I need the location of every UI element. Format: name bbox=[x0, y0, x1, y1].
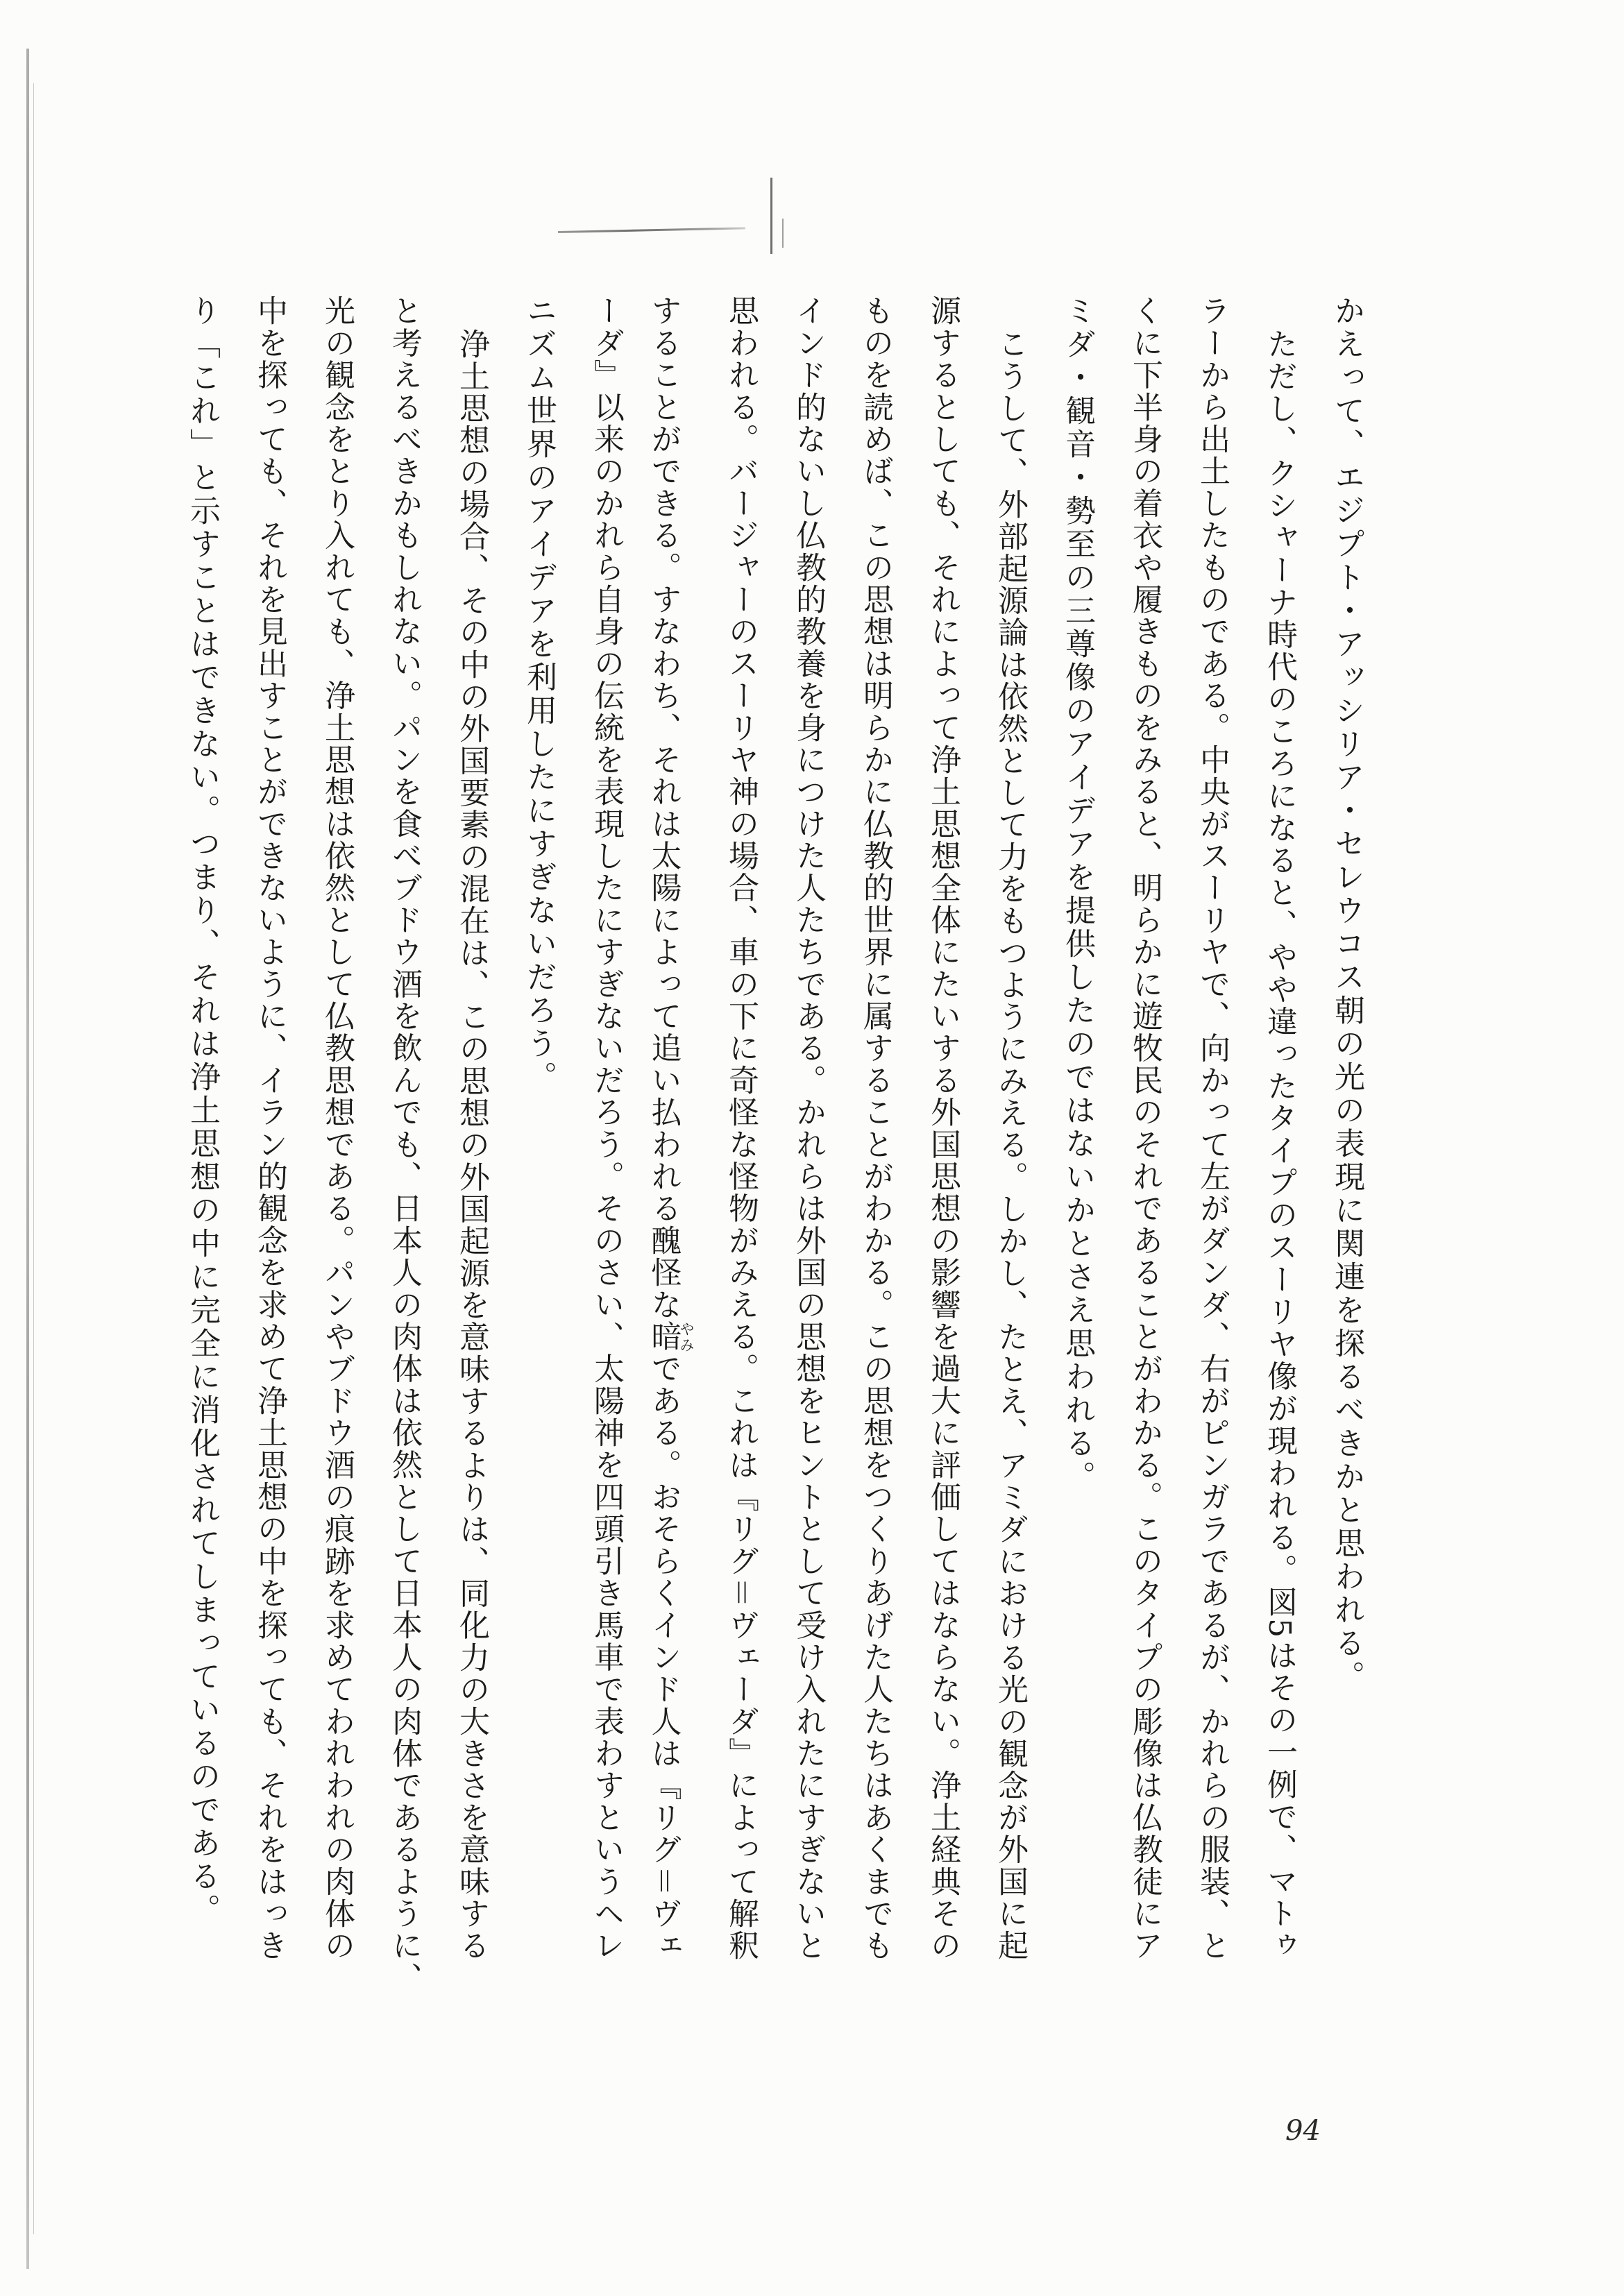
crop-mark bbox=[558, 227, 745, 233]
text-line: 光の観念をとり入れても、浄土思想は依然として仏教思想である。パンやブドウ酒の痕跡を求めてわれわれの肉体の bbox=[319, 295, 355, 1962]
text-line: り「これ」と示すことはできない。つまり、それは浄土思想の中に完全に消化されてしまっているのである。 bbox=[185, 295, 220, 1927]
text-line: 中を探っても、それを見出すことができないように、イラン的観念を求めて浄土思想の中を探っても、それをはっき bbox=[252, 295, 287, 1962]
text-line: こうして、外部起源論は依然として力をもつようにみえる。しかし、たとえ、アミダにおける光の観念が外国に起 bbox=[992, 328, 1028, 1962]
text-line: インド的ないし仏教的教養を身につけた人たちである。かれらは外国の思想をヒントとして受け入れたにすぎないと bbox=[790, 295, 826, 1962]
page-number: 94 bbox=[1285, 2115, 1321, 2147]
text-line: ラーから出土したものである。中央がスーリヤで、向かって左がダンダ、右がピンガラであるが、かれらの服装、と bbox=[1194, 295, 1230, 1962]
text-line: ものを読めば、この思想は明らかに仏教的世界に属することがわかる。この思想をつくりあげた人たちはあくまでも bbox=[858, 295, 893, 1962]
text-line: ただし、クシャーナ時代のころになると、やや違ったタイプのスーリヤ像が現われる。図5はその一例で、マトゥ bbox=[1262, 328, 1297, 1962]
text-line: ミダ・観音・勢至の三尊像のアイデアを提供したのではないかとさえ思われる。 bbox=[1060, 295, 1095, 1494]
text-line: ーダ』以来のかれら自身の伝統を表現したにすぎないだろう。そのさい、太陽神を四頭引き馬車で表わすというヘレ bbox=[589, 295, 624, 1962]
crop-mark bbox=[770, 178, 772, 254]
text-line: 源するとしても、それによって浄土思想全体にたいする外国思想の影響を過大に評価してはならない。浄土経典その bbox=[925, 295, 961, 1962]
scan-edge-line bbox=[33, 83, 34, 2234]
crop-mark bbox=[782, 219, 784, 248]
text-segment: することができる。すなわち、それは太陽によって追い払われる醜怪な bbox=[645, 295, 682, 1321]
text-line bbox=[645, 295, 695, 1962]
text-segment: である。おそらくインド人は『リグ＝ヴェ bbox=[645, 1352, 682, 1962]
ruby-reading: やみ bbox=[678, 1320, 695, 1353]
text-line: かえって、エジプト・アッシリア・セレウコス朝の光の表現に関連を探るべきかと思われる。 bbox=[1329, 295, 1364, 1694]
ruby-base: 暗 bbox=[645, 1320, 682, 1353]
scan-edge-line bbox=[26, 49, 29, 2269]
text-line: ニズム世界のアイデアを利用したにすぎないだろう。 bbox=[521, 295, 557, 1094]
text-line: と考えるべきかもしれない。パンを食べブドウ酒を飲んでも、日本人の肉体は依然として日本人の肉体であるように、 bbox=[387, 295, 422, 1994]
text-line: くに下半身の着衣や履きものをみると、明らかに遊牧民のそれであることがわかる。このタイプの彫像は仏教徒にア bbox=[1127, 295, 1162, 1962]
text-line: 浄土思想の場合、その中の外国要素の混在は、この思想の外国起源を意味するよりは、同化力の大きさを意味する bbox=[454, 328, 489, 1962]
ruby-annotation bbox=[645, 1320, 695, 1353]
text-line: 思われる。バージャーのスーリヤ神の場合、車の下に奇怪な怪物がみえる。これは『リグ＝ヴェーダ』によって解釈 bbox=[723, 295, 759, 1962]
